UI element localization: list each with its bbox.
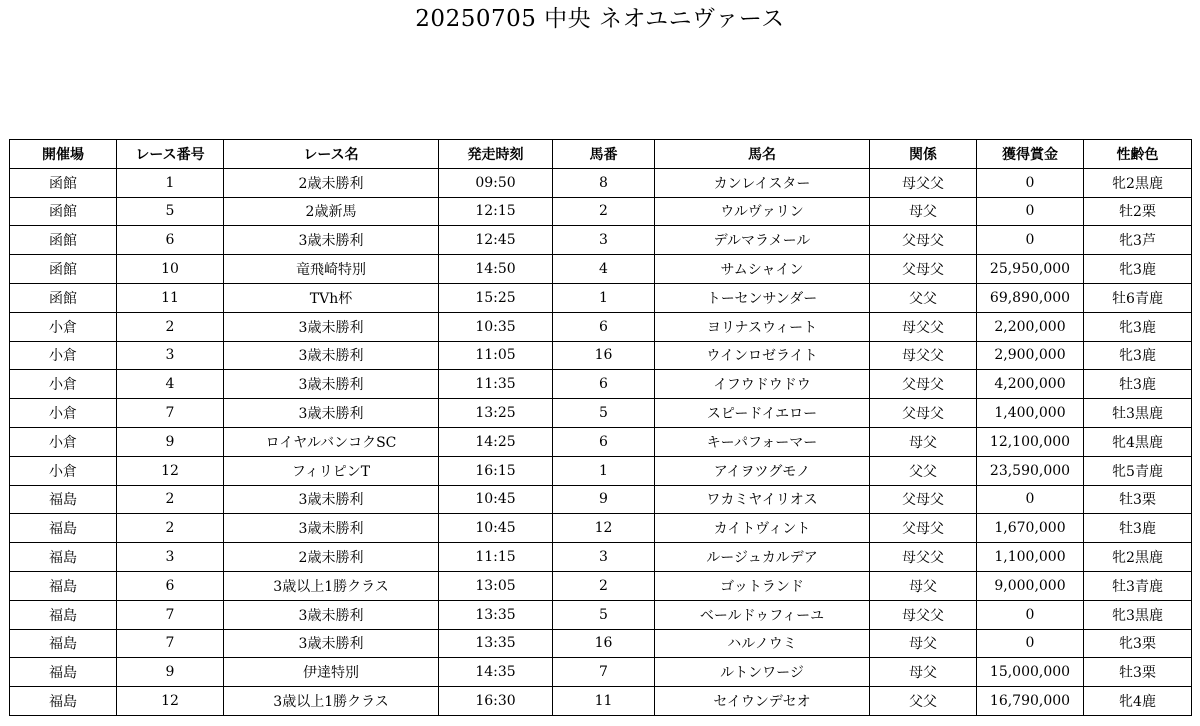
- cell-horse-number: 5: [553, 399, 655, 428]
- cell-race-name: 2歳未勝利: [224, 168, 439, 197]
- cell-venue: 小倉: [10, 341, 117, 370]
- cell-prize-money: 23,590,000: [977, 456, 1084, 485]
- cell-prize-money: 1,670,000: [977, 514, 1084, 543]
- cell-race-name: 3歳未勝利: [224, 514, 439, 543]
- cell-relation: 母父: [870, 571, 977, 600]
- table-row: [10, 283, 1192, 312]
- cell-horse-name: スピードイエロー: [655, 399, 870, 428]
- cell-race-name: ロイヤルバンコクSC: [224, 427, 439, 456]
- table-header: [10, 140, 1192, 169]
- cell-race-number: 7: [117, 600, 224, 629]
- cell-race-number: 4: [117, 370, 224, 399]
- cell-prize-money: 2,900,000: [977, 341, 1084, 370]
- cell-venue: 福島: [10, 658, 117, 687]
- cell-post-time: 13:25: [439, 399, 553, 428]
- cell-sex-age-color: 牝3芦: [1084, 226, 1192, 255]
- cell-prize-money: 9,000,000: [977, 571, 1084, 600]
- cell-horse-name: イフウドウドウ: [655, 370, 870, 399]
- cell-race-name: 竜飛崎特別: [224, 255, 439, 284]
- cell-race-name: 伊達特別: [224, 658, 439, 687]
- cell-relation: 母父: [870, 629, 977, 658]
- cell-prize-money: 0: [977, 226, 1084, 255]
- cell-race-number: 9: [117, 658, 224, 687]
- cell-prize-money: 0: [977, 197, 1084, 226]
- col-header-horse-number: 馬番: [553, 140, 655, 169]
- table-row: [10, 197, 1192, 226]
- cell-post-time: 11:35: [439, 370, 553, 399]
- cell-relation: 母父父: [870, 341, 977, 370]
- cell-horse-name: デルマラメール: [655, 226, 870, 255]
- cell-relation: 母父父: [870, 312, 977, 341]
- table-row: [10, 399, 1192, 428]
- cell-relation: 母父: [870, 197, 977, 226]
- cell-horse-name: ゴットランド: [655, 571, 870, 600]
- col-header-relation: 関係: [870, 140, 977, 169]
- cell-horse-name: ルージュカルデア: [655, 543, 870, 572]
- table-row: [10, 341, 1192, 370]
- cell-race-number: 2: [117, 485, 224, 514]
- table-row: [10, 168, 1192, 197]
- cell-venue: 福島: [10, 485, 117, 514]
- table-row: [10, 255, 1192, 284]
- cell-horse-number: 6: [553, 427, 655, 456]
- cell-race-name: 3歳未勝利: [224, 399, 439, 428]
- table-row: [10, 687, 1192, 716]
- cell-sex-age-color: 牝3鹿: [1084, 312, 1192, 341]
- cell-race-number: 2: [117, 514, 224, 543]
- cell-relation: 父母父: [870, 514, 977, 543]
- table-row: [10, 629, 1192, 658]
- cell-venue: 福島: [10, 687, 117, 716]
- cell-prize-money: 69,890,000: [977, 283, 1084, 312]
- cell-relation: 父父: [870, 687, 977, 716]
- cell-venue: 小倉: [10, 427, 117, 456]
- cell-horse-number: 11: [553, 687, 655, 716]
- cell-sex-age-color: 牝4黒鹿: [1084, 427, 1192, 456]
- cell-post-time: 09:50: [439, 168, 553, 197]
- cell-venue: 函館: [10, 255, 117, 284]
- cell-post-time: 12:15: [439, 197, 553, 226]
- cell-horse-number: 1: [553, 456, 655, 485]
- cell-race-name: 3歳以上1勝クラス: [224, 571, 439, 600]
- cell-post-time: 16:15: [439, 456, 553, 485]
- table-row: [10, 312, 1192, 341]
- cell-post-time: 14:50: [439, 255, 553, 284]
- cell-race-number: 3: [117, 341, 224, 370]
- cell-sex-age-color: 牡3鹿: [1084, 514, 1192, 543]
- cell-prize-money: 0: [977, 485, 1084, 514]
- cell-race-number: 11: [117, 283, 224, 312]
- cell-prize-money: 16,790,000: [977, 687, 1084, 716]
- cell-horse-number: 2: [553, 571, 655, 600]
- cell-horse-number: 16: [553, 629, 655, 658]
- cell-sex-age-color: 牝2黒鹿: [1084, 543, 1192, 572]
- table-body: [10, 168, 1192, 715]
- cell-venue: 小倉: [10, 399, 117, 428]
- cell-sex-age-color: 牡3鹿: [1084, 370, 1192, 399]
- col-header-race-name: レース名: [224, 140, 439, 169]
- table-row: [10, 456, 1192, 485]
- cell-post-time: 13:35: [439, 629, 553, 658]
- table-row: [10, 485, 1192, 514]
- header-row: [10, 140, 1192, 169]
- cell-venue: 福島: [10, 514, 117, 543]
- cell-venue: 福島: [10, 571, 117, 600]
- table-row: [10, 600, 1192, 629]
- cell-sex-age-color: 牝2黒鹿: [1084, 168, 1192, 197]
- cell-horse-name: ベールドゥフィーユ: [655, 600, 870, 629]
- col-header-sex-age-color: 性齢色: [1084, 140, 1192, 169]
- cell-venue: 福島: [10, 600, 117, 629]
- table-row: [10, 514, 1192, 543]
- cell-horse-name: セイウンデセオ: [655, 687, 870, 716]
- cell-horse-number: 5: [553, 600, 655, 629]
- cell-sex-age-color: 牝3鹿: [1084, 341, 1192, 370]
- cell-horse-number: 2: [553, 197, 655, 226]
- cell-race-name: 2歳未勝利: [224, 543, 439, 572]
- cell-venue: 小倉: [10, 312, 117, 341]
- cell-sex-age-color: 牝3黒鹿: [1084, 600, 1192, 629]
- cell-relation: 父母父: [870, 399, 977, 428]
- cell-race-number: 6: [117, 571, 224, 600]
- cell-horse-number: 16: [553, 341, 655, 370]
- cell-horse-number: 6: [553, 370, 655, 399]
- cell-relation: 母父父: [870, 543, 977, 572]
- cell-race-name: 3歳未勝利: [224, 485, 439, 514]
- cell-relation: 母父: [870, 427, 977, 456]
- cell-race-name: 3歳未勝利: [224, 341, 439, 370]
- cell-prize-money: 2,200,000: [977, 312, 1084, 341]
- cell-post-time: 10:45: [439, 514, 553, 543]
- cell-prize-money: 12,100,000: [977, 427, 1084, 456]
- table-row: [10, 571, 1192, 600]
- cell-race-name: フィリピンT: [224, 456, 439, 485]
- cell-sex-age-color: 牡3栗: [1084, 485, 1192, 514]
- cell-post-time: 15:25: [439, 283, 553, 312]
- cell-horse-number: 9: [553, 485, 655, 514]
- cell-venue: 小倉: [10, 370, 117, 399]
- col-header-venue: 開催場: [10, 140, 117, 169]
- cell-relation: 父母父: [870, 255, 977, 284]
- cell-horse-number: 3: [553, 543, 655, 572]
- cell-sex-age-color: 牡6青鹿: [1084, 283, 1192, 312]
- cell-race-number: 9: [117, 427, 224, 456]
- col-header-horse-name: 馬名: [655, 140, 870, 169]
- cell-post-time: 12:45: [439, 226, 553, 255]
- table-row: [10, 658, 1192, 687]
- cell-horse-name: カイトヴィント: [655, 514, 870, 543]
- cell-venue: 函館: [10, 226, 117, 255]
- cell-race-name: 3歳未勝利: [224, 629, 439, 658]
- cell-sex-age-color: 牡3栗: [1084, 658, 1192, 687]
- cell-prize-money: 4,200,000: [977, 370, 1084, 399]
- cell-relation: 父母父: [870, 370, 977, 399]
- cell-race-number: 1: [117, 168, 224, 197]
- cell-horse-number: 1: [553, 283, 655, 312]
- cell-race-number: 5: [117, 197, 224, 226]
- cell-race-number: 12: [117, 687, 224, 716]
- cell-horse-number: 8: [553, 168, 655, 197]
- col-header-post-time: 発走時刻: [439, 140, 553, 169]
- cell-post-time: 10:45: [439, 485, 553, 514]
- cell-horse-number: 4: [553, 255, 655, 284]
- cell-venue: 福島: [10, 629, 117, 658]
- cell-race-number: 10: [117, 255, 224, 284]
- cell-post-time: 14:35: [439, 658, 553, 687]
- cell-post-time: 11:15: [439, 543, 553, 572]
- cell-horse-name: ルトンワージ: [655, 658, 870, 687]
- cell-race-name: 3歳未勝利: [224, 312, 439, 341]
- cell-race-number: 7: [117, 399, 224, 428]
- cell-horse-name: サムシャイン: [655, 255, 870, 284]
- cell-relation: 母父: [870, 658, 977, 687]
- cell-race-number: 3: [117, 543, 224, 572]
- cell-sex-age-color: 牡3黒鹿: [1084, 399, 1192, 428]
- cell-prize-money: 0: [977, 629, 1084, 658]
- cell-prize-money: 15,000,000: [977, 658, 1084, 687]
- cell-venue: 函館: [10, 168, 117, 197]
- cell-race-number: 6: [117, 226, 224, 255]
- cell-post-time: 14:25: [439, 427, 553, 456]
- cell-horse-name: アイヲツグモノ: [655, 456, 870, 485]
- cell-race-name: 3歳未勝利: [224, 226, 439, 255]
- cell-horse-number: 3: [553, 226, 655, 255]
- cell-post-time: 10:35: [439, 312, 553, 341]
- cell-post-time: 13:05: [439, 571, 553, 600]
- cell-horse-name: ハルノウミ: [655, 629, 870, 658]
- cell-horse-name: ウルヴァリン: [655, 197, 870, 226]
- cell-sex-age-color: 牝5青鹿: [1084, 456, 1192, 485]
- cell-race-name: TVh杯: [224, 283, 439, 312]
- cell-horse-number: 12: [553, 514, 655, 543]
- cell-venue: 函館: [10, 197, 117, 226]
- cell-horse-name: ヨリナスウィート: [655, 312, 870, 341]
- cell-race-name: 2歳新馬: [224, 197, 439, 226]
- table-row: [10, 370, 1192, 399]
- cell-post-time: 16:30: [439, 687, 553, 716]
- cell-sex-age-color: 牡2栗: [1084, 197, 1192, 226]
- cell-prize-money: 25,950,000: [977, 255, 1084, 284]
- cell-race-number: 7: [117, 629, 224, 658]
- cell-sex-age-color: 牝4鹿: [1084, 687, 1192, 716]
- cell-venue: 小倉: [10, 456, 117, 485]
- cell-horse-number: 7: [553, 658, 655, 687]
- cell-horse-name: トーセンサンダー: [655, 283, 870, 312]
- cell-horse-number: 6: [553, 312, 655, 341]
- cell-post-time: 13:35: [439, 600, 553, 629]
- cell-horse-name: ウインロゼライト: [655, 341, 870, 370]
- cell-post-time: 11:05: [439, 341, 553, 370]
- cell-sex-age-color: 牡3青鹿: [1084, 571, 1192, 600]
- cell-relation: 父父: [870, 283, 977, 312]
- page-title: 20250705 中央 ネオユニヴァース: [415, 6, 785, 32]
- cell-race-name: 3歳未勝利: [224, 370, 439, 399]
- cell-relation: 父母父: [870, 226, 977, 255]
- cell-relation: 母父父: [870, 168, 977, 197]
- cell-sex-age-color: 牝3栗: [1084, 629, 1192, 658]
- cell-horse-name: ワカミヤイリオス: [655, 485, 870, 514]
- cell-race-number: 12: [117, 456, 224, 485]
- cell-race-number: 2: [117, 312, 224, 341]
- cell-prize-money: 0: [977, 168, 1084, 197]
- cell-venue: 福島: [10, 543, 117, 572]
- cell-sex-age-color: 牝3鹿: [1084, 255, 1192, 284]
- cell-prize-money: 0: [977, 600, 1084, 629]
- cell-venue: 函館: [10, 283, 117, 312]
- col-header-race-number: レース番号: [117, 140, 224, 169]
- cell-prize-money: 1,400,000: [977, 399, 1084, 428]
- cell-prize-money: 1,100,000: [977, 543, 1084, 572]
- results-table: [9, 139, 1192, 716]
- table-row: [10, 427, 1192, 456]
- table-row: [10, 543, 1192, 572]
- cell-race-name: 3歳以上1勝クラス: [224, 687, 439, 716]
- cell-race-name: 3歳未勝利: [224, 600, 439, 629]
- cell-relation: 母父父: [870, 600, 977, 629]
- cell-horse-name: キーパフォーマー: [655, 427, 870, 456]
- cell-horse-name: カンレイスター: [655, 168, 870, 197]
- col-header-prize-money: 獲得賞金: [977, 140, 1084, 169]
- table-row: [10, 226, 1192, 255]
- cell-relation: 父父: [870, 456, 977, 485]
- cell-relation: 父母父: [870, 485, 977, 514]
